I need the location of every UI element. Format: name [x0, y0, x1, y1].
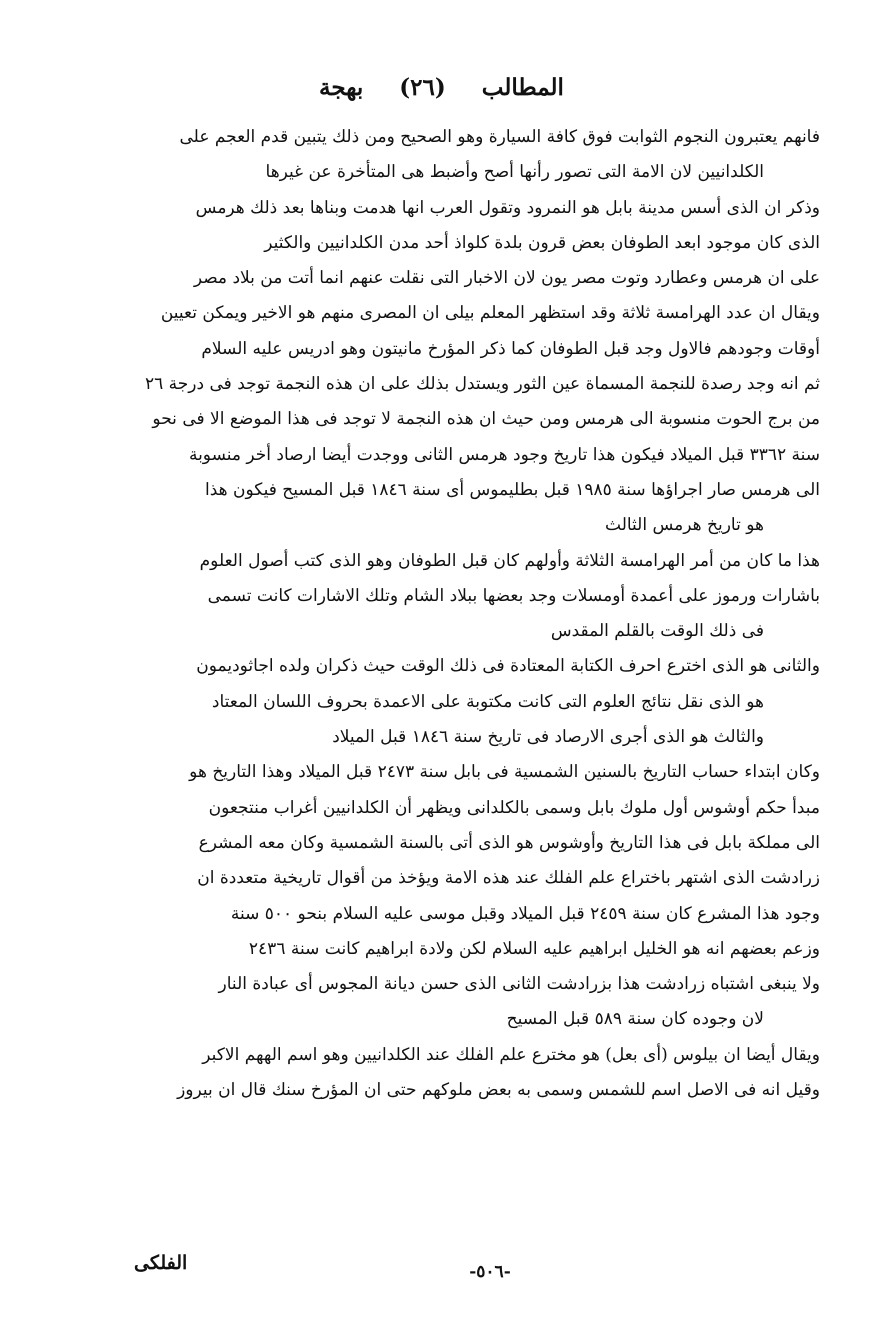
header-section-title: المطالب	[481, 74, 564, 101]
text-line: سنة ٣٣٦٢ قبل الميلاد فيكون هذا تاريخ وجود هرمس الثانى ووجدت أيضا ارصاد أخر منسوبة	[188, 444, 820, 465]
text-line: الذى كان موجود ابعد الطوفان بعض قرون بلدة كلواذ أحد مدن الكلدانيين والكثير	[264, 232, 820, 253]
text-line: وقيل انه فى الاصل اسم للشمس وسمى به بعض ملوكهم حتى ان المؤرخ سنك قال ان بيروز	[177, 1080, 820, 1101]
text-line: أوقات وجودهم فالاول وجد قبل الطوفان كما ذكر المؤرخ مانيتون وهو ادريس عليه السلام	[201, 338, 820, 359]
text-line: على ان هرمس وعطارد وتوت مصر يون لان الاخبار التى نقلت عنهم انما أتت من بلاد مصر	[193, 268, 820, 289]
text-line: هو تاريخ هرمس الثالث	[605, 515, 764, 536]
page-number: -٥٠٦-	[469, 1262, 511, 1282]
catchword: الفلكى	[134, 1252, 188, 1274]
running-header	[0, 74, 883, 101]
text-line: ويقال أيضا ان بيلوس (أى بعل) هو مخترع علم الفلك عند الكلدانيين وهو اسم الههم الاكبر	[202, 1044, 820, 1065]
text-line: الى هرمس صار اجراؤها سنة ١٩٨٥ قبل بطليموس أى سنة ١٨٤٦ قبل المسيح فيكون هذا	[204, 479, 820, 500]
text-line: من برج الحوت منسوبة الى هرمس ومن حيث ان هذه النجمة لا توجد فى هذا الموضع الا فى نحو	[152, 409, 820, 430]
text-line: وكان ابتداء حساب التاريخ بالسنين الشمسية فى بابل سنة ٢٤٧٣ قبل الميلاد وهذا التاريخ هو	[189, 762, 820, 783]
text-line: مبدأ حكم أوشوس أول ملوك بابل وسمى بالكلدانى ويظهر أن الكلدانيين أغراب منتجعون	[208, 797, 820, 818]
body-text	[104, 120, 820, 1108]
text-line: هو الذى نقل نتائج العلوم التى كانت مكتوبة على الاعمدة بحروف اللسان المعتاد	[211, 691, 764, 712]
text-line: باشارات ورموز على أعمدة أومسلات وجد بعضها ببلاد الشام وتلك الاشارات كانت تسمى	[207, 585, 820, 606]
text-line: زرادشت الذى اشتهر باختراع علم الفلك عند هذه الامة ويؤخذ من أقوال تاريخية متعددة ان	[197, 868, 820, 889]
text-line: الى مملكة بابل فى هذا التاريخ وأوشوس هو الذى أتى بالسنة الشمسية وكان معه المشرع	[198, 832, 820, 853]
text-line: فى ذلك الوقت بالقلم المقدس	[550, 621, 764, 642]
text-line: لان وجوده كان سنة ٥٨٩ قبل المسيح	[506, 1009, 764, 1030]
header-book-title: بهجة	[319, 74, 364, 101]
text-line: ثم انه وجد رصدة للنجمة المسماة عين الثور ويستدل بذلك على ان هذه النجمة توجد فى درجة ٢٦	[145, 374, 820, 395]
text-line: وجود هذا المشرع كان سنة ٢٤٥٩ قبل الميلاد وقبل موسى عليه السلام بنحو ٥٠٠ سنة	[230, 903, 820, 924]
text-line: وذكر ان الذى أسس مدينة بابل هو النمرود وتقول العرب انها هدمت وبناها بعد ذلك هرمس	[195, 197, 820, 218]
header-chapter-number: (٢٦)	[399, 74, 446, 101]
text-line: والثانى هو الذى اخترع احرف الكتابة المعتادة فى ذلك الوقت حيث ذكران ولده اجاثوديمون	[196, 656, 820, 677]
text-line: والثالث هو الذى أجرى الارصاد فى تاريخ سنة ١٨٤٦ قبل الميلاد	[332, 727, 764, 748]
text-line: فانهم يعتبرون النجوم الثوابت فوق كافة السيارة وهو الصحيح ومن ذلك يتبين قدم العجم على	[179, 127, 820, 147]
text-line: ولا ينبغى اشتباه زرادشت هذا بزرادشت الثانى الذى حسن ديانة المجوس أى عبادة النار	[218, 974, 820, 995]
text-line: وزعم بعضهم انه هو الخليل ابراهيم عليه السلام لكن ولادة ابراهيم كانت سنة ٢٤٣٦	[248, 938, 820, 959]
text-line: الكلدانيين لان الامة التى تصور رأنها أصح وأضبط هى المتأخرة عن غيرها	[265, 162, 764, 183]
text-line: ويقال ان عدد الهرامسة ثلاثة وقد استظهر المعلم بيلى ان المصرى منهم هو الاخير ويمكن تعيين	[160, 303, 820, 324]
text-line: هذا ما كان من أمر الهرامسة الثلاثة وأولهم كان قبل الطوفان وهو الذى كتب أصول العلوم	[199, 550, 820, 571]
